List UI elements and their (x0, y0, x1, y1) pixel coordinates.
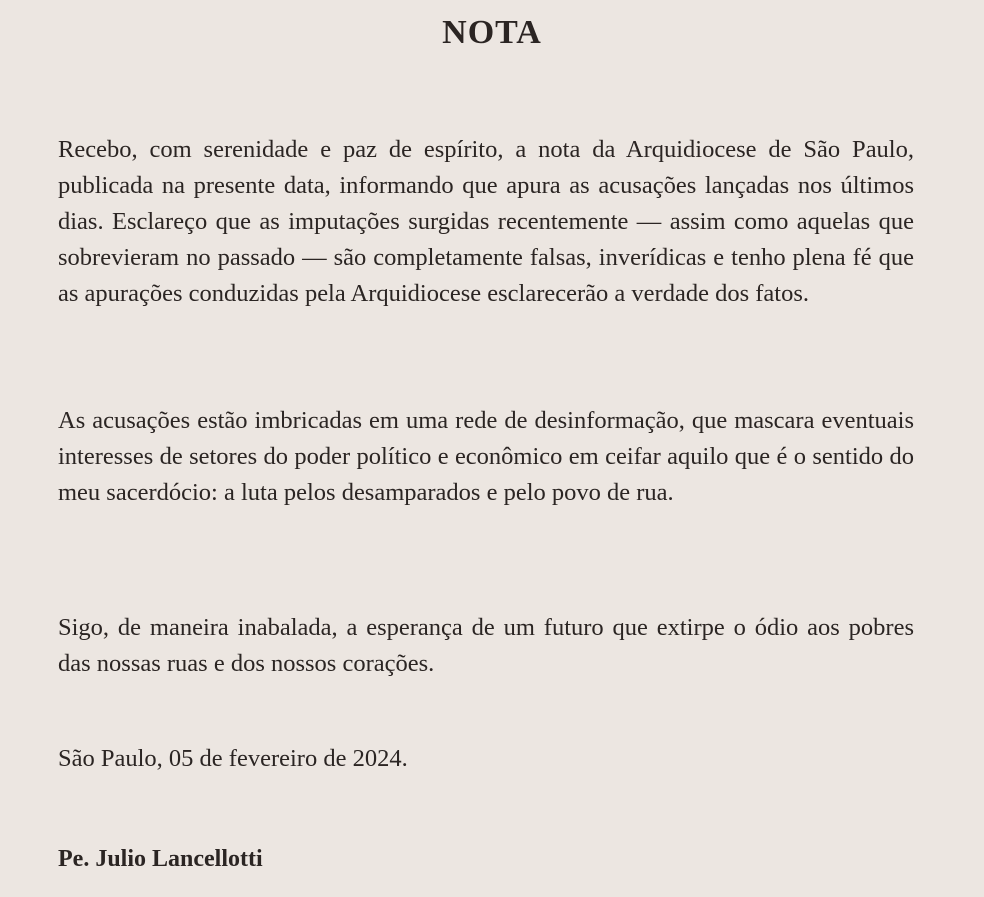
signature: Pe. Julio Lancellotti (58, 846, 263, 872)
dateline: São Paulo, 05 de fevereiro de 2024. (58, 745, 408, 772)
paragraph-hope: Sigo, de maneira inabalada, a esperança de um futuro que extirpe o ódio aos pobres das nossas ruas e dos nossos corações. (58, 614, 914, 677)
note-title: NOTA (442, 14, 542, 51)
paragraph-statement: Recebo, com serenidade e paz de espírito, a nota da Arquidiocese de São Paulo, publicada na presente data, informando que apura as acusações lançadas nos últimos dias. Esclareço que as imputações surgidas recentemente — assim como aquelas que sobrevieram no passado — são completamente falsas, inverídicas e tenho plena fé que as apurações conduzidas pela Arquidiocese esclarecerão a verdade dos fatos. (58, 136, 914, 307)
paragraph-accusations: As acusações estão imbricadas em uma rede de desinformação, que mascara eventuais interesses de setores do poder político e econômico em ceifar aquilo que é o sentido do meu sacerdócio: a luta pelos desamparados e pelo povo de rua. (58, 407, 914, 506)
